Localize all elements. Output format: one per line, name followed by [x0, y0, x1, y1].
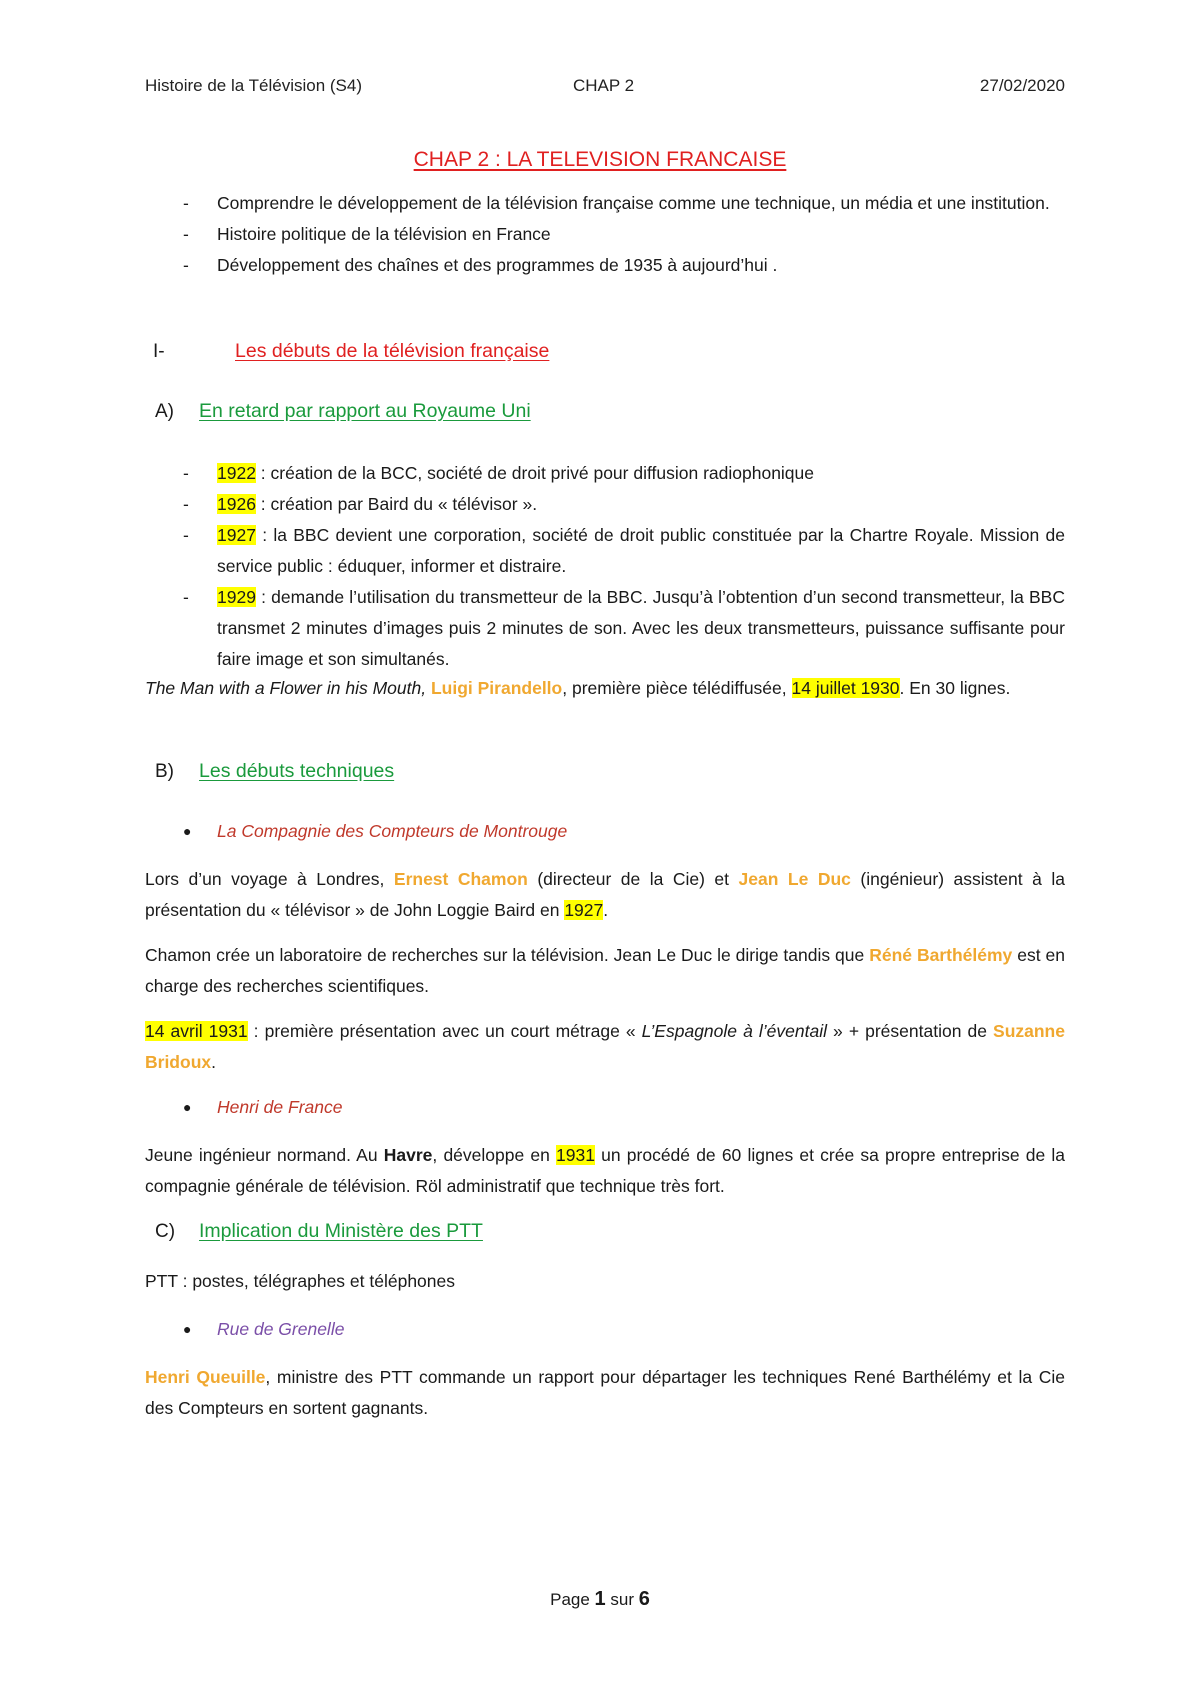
text: , ministre des PTT commande un rapport pour départager les techniques René Barthélémy et la Cie des Compteurs en sortent gagnants. [145, 1367, 1065, 1418]
place-name: Havre [383, 1145, 433, 1165]
list-item [145, 489, 1065, 520]
page-title: CHAP 2 : LA TELEVISION FRANCAISE [413, 148, 787, 171]
list-item [145, 582, 1065, 675]
header-date: 27/02/2020 [979, 76, 1065, 95]
footer-label: Page [550, 1590, 590, 1609]
header-course: Histoire de la Télévision (S4) [145, 76, 362, 95]
bullet-icon: ● [183, 1099, 192, 1115]
intro-item: - Développement des chaînes et des programmes de 1935 à aujourd’hui . [145, 250, 1065, 281]
person-name: Réné Barthélémy [869, 945, 1013, 965]
page-footer [0, 1588, 1200, 1611]
paragraph-man-flower [145, 673, 1065, 704]
year-highlight: 1926 [217, 494, 256, 514]
paragraph-ptt: PTT : postes, télégraphes et téléphones [145, 1271, 456, 1291]
text: est en charge des recherches scientifiques. [145, 945, 1065, 996]
footer-label: sur [610, 1590, 635, 1609]
header-chapter: CHAP 2 [573, 76, 635, 95]
film-title: L’Espagnole à l’éventail [641, 1021, 827, 1041]
paragraph-londres [145, 864, 1065, 926]
subheading: Henri de France [217, 1097, 343, 1117]
text: . [603, 900, 609, 920]
year-highlight: 1927 [564, 900, 604, 920]
text: (ingénieur) assistent à la présentation du « télévisor » de John Loggie Baird en [145, 869, 1065, 920]
list-item [145, 458, 1065, 489]
page-number: 1 [594, 1588, 606, 1610]
work-title: The Man with a Flower in his Mouth, [145, 678, 427, 698]
subsection-title: Les débuts techniques [199, 760, 395, 782]
person-name: Luigi Pirandello [430, 678, 563, 698]
date-highlight: 14 juillet 1930 [791, 678, 900, 698]
subsection-number: C) [155, 1221, 176, 1242]
text: , développe en [432, 1145, 557, 1165]
subheading: La Compagnie des Compteurs de Montrouge [217, 821, 568, 841]
text: (directeur de la Cie) et [527, 869, 739, 889]
list-item [145, 520, 1065, 582]
intro-list [145, 188, 1065, 281]
bullet-icon: ● [183, 1321, 192, 1337]
subsection-title: En retard par rapport au Royaume Uni [199, 400, 531, 422]
person-name: Jean Le Duc [738, 869, 851, 889]
intro-item: - Comprendre le développement de la télévision française comme une technique, un média et une institution. [145, 188, 1065, 219]
text: . En 30 lignes. [899, 678, 1011, 698]
text: un procédé de 60 lignes et crée sa propre entreprise de la compagnie générale de télévision. Röl administratif que technique très fort. [145, 1145, 1066, 1196]
list-item-text: : demande l’utilisation du transmetteur de la BBC. Jusqu’à l’obtention d’un second transmetteur, la BBC transmet 2 minutes d’images puis 2 minutes de son. Avec les deux transmetteurs, puissance suffisante pour faire image et son simultanés. [217, 587, 1065, 669]
subsection-number: A) [155, 401, 174, 422]
year-highlight: 1922 [217, 463, 256, 483]
text: , première pièce télédiffusée, [562, 678, 792, 698]
bullet-henri [145, 1092, 1065, 1123]
list-item-text: : création de la BCC, société de droit privé pour diffusion radiophonique [255, 463, 815, 483]
text: Jeune ingénieur normand. Au [145, 1145, 384, 1165]
text: Lors d’un voyage à Londres, [145, 869, 394, 889]
list-item-text: : création par Baird du « télévisor ». [255, 494, 538, 514]
person-name: Ernest Chamon [393, 869, 528, 889]
subsection-number: B) [155, 761, 174, 782]
year-highlight: 1927 [217, 525, 256, 545]
bullet-icon: ● [183, 823, 192, 839]
list-a [145, 458, 1065, 675]
page-header [145, 76, 1065, 100]
bullet-compagnie [145, 816, 1065, 847]
subheading: Rue de Grenelle [217, 1319, 345, 1339]
text: Chamon crée un laboratoire de recherches sur la télévision. Jean Le Duc le dirige tandis que [145, 945, 870, 965]
bullet-grenelle [145, 1314, 1065, 1345]
page-total: 6 [638, 1588, 650, 1610]
subsection-title: Implication du Ministère des PTT [199, 1220, 483, 1242]
list-item-text: : la BBC devient une corporation, société de droit public constituée par la Chartre Royale. Mission de service public : éduquer, informer et distraire. [217, 525, 1065, 576]
paragraph-henri [145, 1140, 1065, 1202]
text: : première présentation avec un court métrage « [247, 1021, 642, 1041]
person-name: Henri Queuille [145, 1367, 266, 1387]
section-title: Les débuts de la télévision française [235, 340, 550, 362]
paragraph-labo [145, 940, 1065, 1002]
paragraph-queuille [145, 1362, 1065, 1424]
text: » + présentation de [826, 1021, 994, 1041]
section-number: I- [153, 341, 165, 362]
intro-item: - Histoire politique de la télévision en France [145, 219, 1065, 250]
year-highlight: 1929 [217, 587, 256, 607]
date-highlight: 14 avril 1931 [145, 1021, 248, 1041]
person-name: Suzanne Bridoux [145, 1021, 1065, 1072]
year-highlight: 1931 [556, 1145, 595, 1165]
text: . [211, 1052, 216, 1072]
paragraph-avril [145, 1016, 1065, 1078]
